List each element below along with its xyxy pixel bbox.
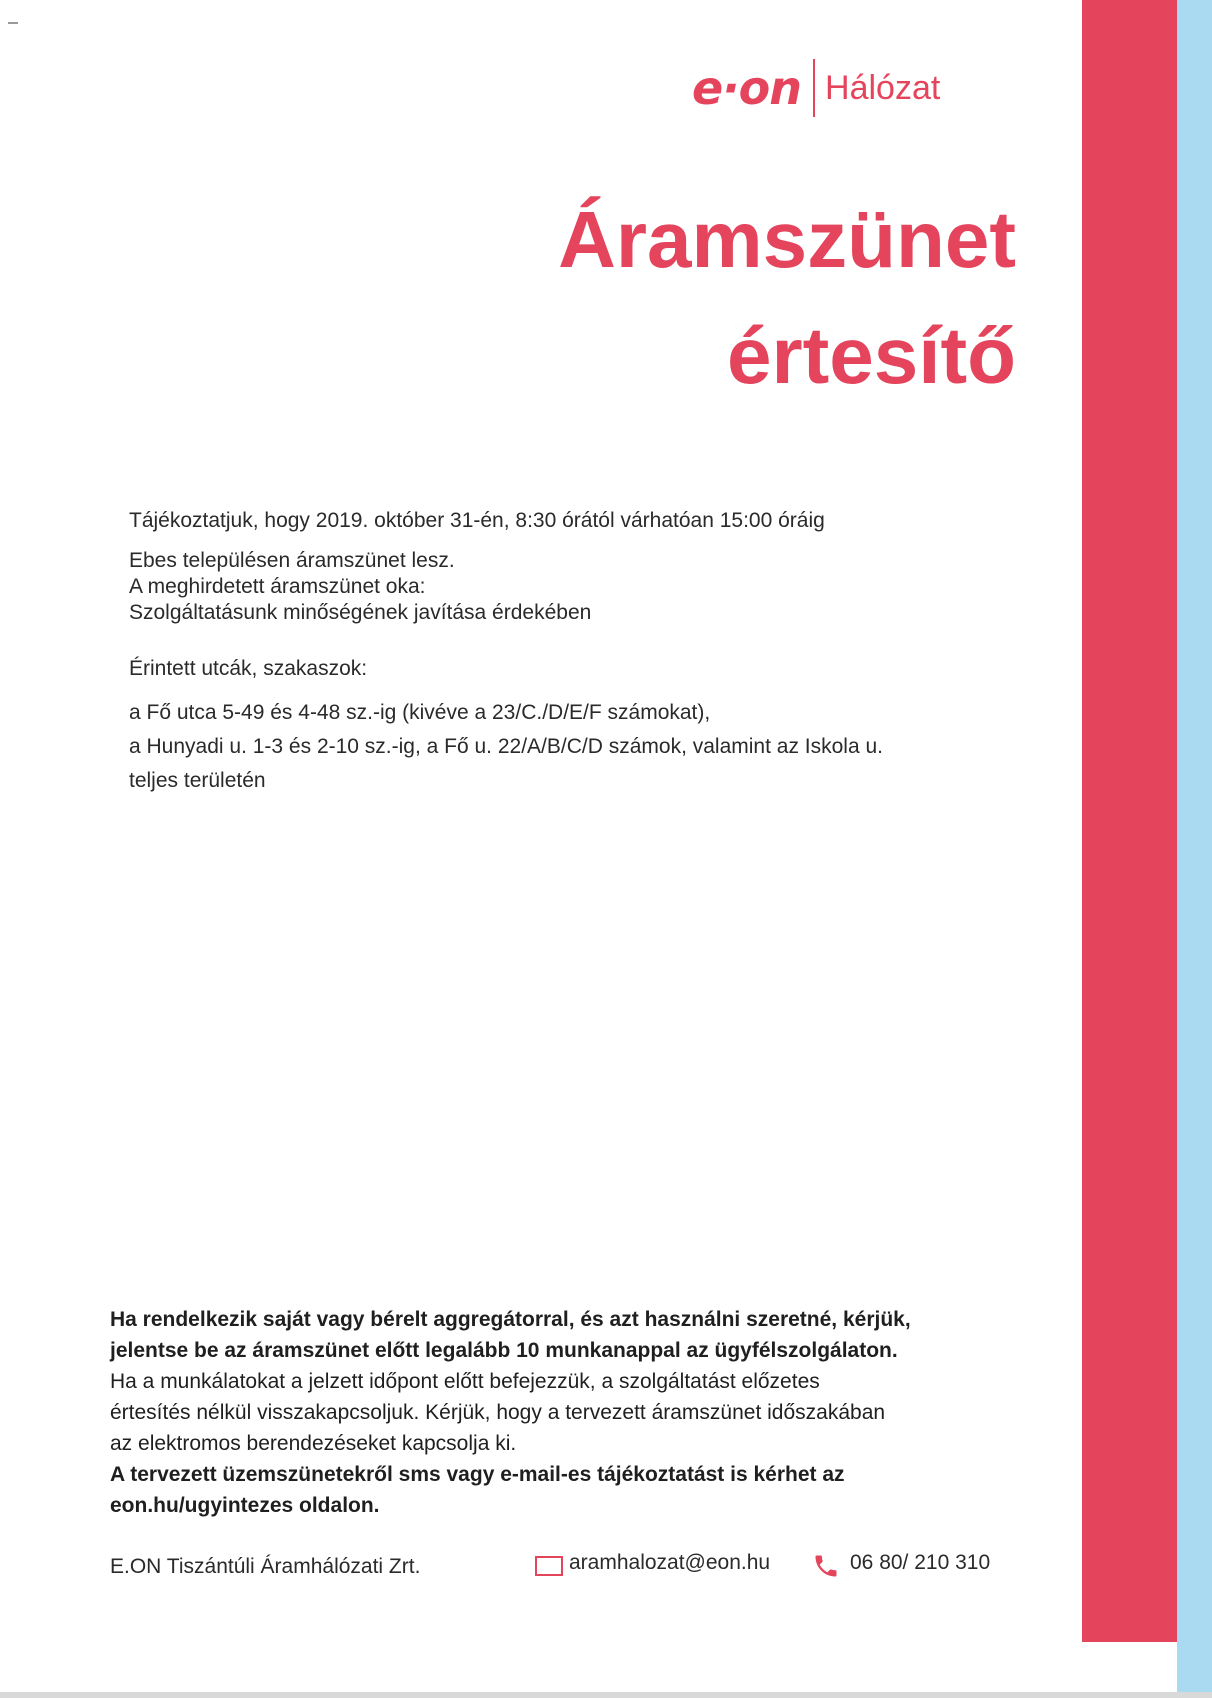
page-title	[558, 182, 1016, 414]
outage-info	[129, 508, 1029, 798]
notice-bold-line-7: eon.hu/ugyintezes oldalon.	[110, 1494, 380, 1517]
street-line-3: teljes területén	[129, 769, 266, 792]
notice-bold-line-2: jelentse be az áramszünet előtt legalább 10 munkanappal az ügyfélszolgálaton.	[110, 1339, 898, 1362]
logo-division: Hálózat	[825, 69, 941, 107]
notice-bold-line-6: A tervezett üzemszünetekről sms vagy e-mail-es tájékoztatást is kérhet az	[110, 1463, 845, 1486]
streets-label: Érintett utcák, szakaszok:	[129, 657, 368, 680]
phone-contact	[812, 1546, 990, 1580]
street-line-2: a Hunyadi u. 1-3 és 2-10 sz.-ig, a Fő u. 22/A/B/C/D számok, valamint az Iskola u.	[129, 735, 884, 758]
company-name: E.ON Tiszántúli Áramhálózati Zrt.	[110, 1555, 421, 1578]
outage-reason-label: A meghirdetett áramszünet oka:	[129, 575, 426, 598]
eon-logo-mark: e·on	[692, 61, 802, 115]
street-line-1: a Fő utca 5-49 és 4-48 sz.-ig (kivéve a 23/C./D/E/F számokat),	[129, 701, 711, 724]
title-line-2: értesítő	[727, 311, 1016, 400]
notice-line-5: az elektromos berendezéseket kapcsolja ki.	[110, 1432, 517, 1455]
title-line-1: Áramszünet	[558, 195, 1016, 284]
email-address: aramhalozat@eon.hu	[569, 1551, 771, 1574]
mail-icon	[535, 1556, 563, 1576]
generator-notice	[110, 1304, 1070, 1521]
logo-divider	[813, 59, 815, 117]
scan-bottom-edge	[0, 1692, 1212, 1698]
notice-line-3: Ha a munkálatokat a jelzett időpont előtt befejezzük, a szolgáltatást előzetes	[110, 1370, 820, 1393]
contact-footer	[110, 1546, 1050, 1580]
brand-logo	[692, 58, 940, 118]
outage-location: Ebes településen áramszünet lesz.	[129, 549, 455, 572]
side-red-band	[1082, 0, 1177, 1642]
phone-number: 06 80/ 210 310	[850, 1551, 991, 1574]
outage-intro: Tájékoztatjuk, hogy 2019. október 31-én, 8:30 órától várhatóan 15:00 óráig	[129, 509, 825, 532]
scan-blue-edge	[1177, 0, 1212, 1698]
email-contact	[535, 1546, 770, 1580]
scan-mark	[8, 22, 18, 24]
outage-reason: Szolgáltatásunk minőségének javítása érdekében	[129, 601, 592, 624]
notice-bold-line-1: Ha rendelkezik saját vagy bérelt aggregátorral, és azt használni szeretné, kérjük,	[110, 1308, 911, 1331]
phone-icon	[812, 1552, 840, 1580]
notice-line-4: értesítés nélkül visszakapcsoljuk. Kérjük, hogy a tervezett áramszünet időszakában	[110, 1401, 886, 1424]
